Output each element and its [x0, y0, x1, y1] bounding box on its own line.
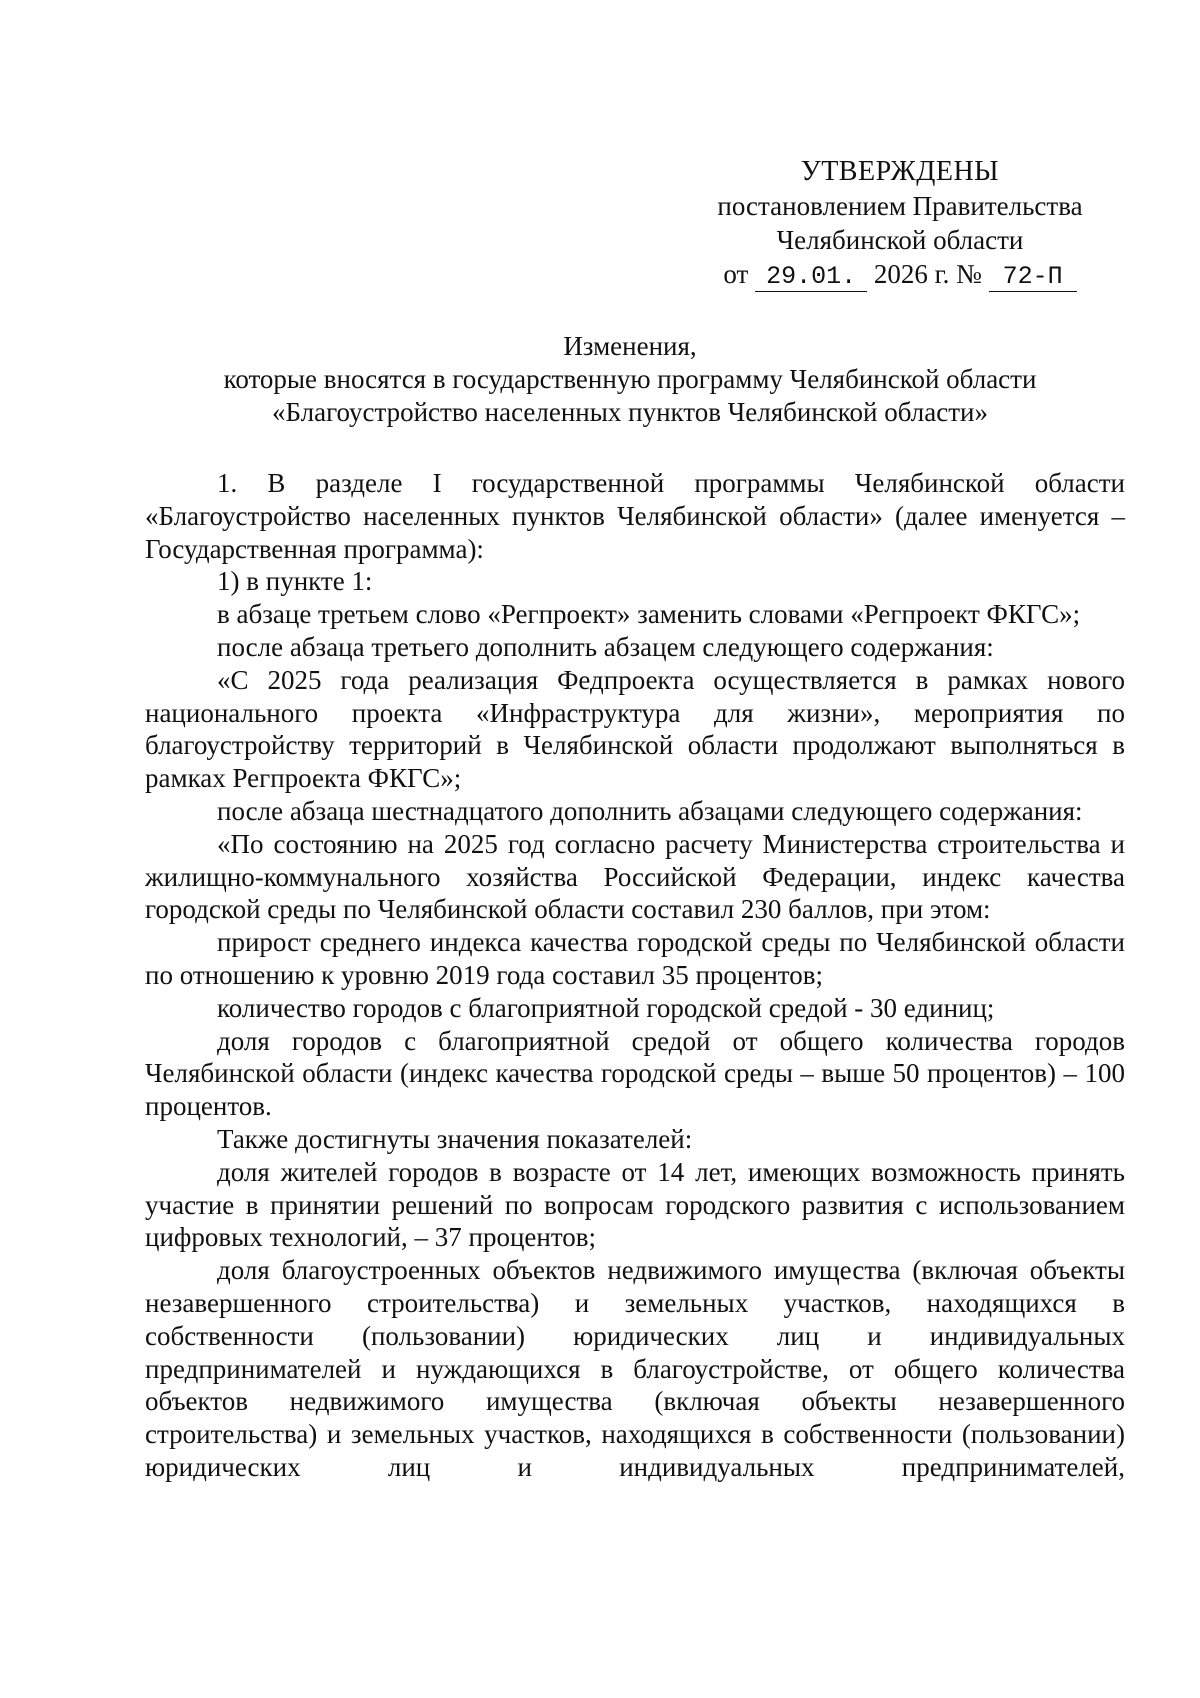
- paragraph-8: прирост среднего индекса качества городской среды по Челябинской области по отношению к уровню 2019 года составил 35 процентов;: [145, 927, 1125, 990]
- approval-line-2: Челябинской области: [776, 225, 1024, 255]
- paragraph-4: после абзаца третьего дополнить абзацем следующего содержания:: [217, 631, 994, 662]
- paragraph-1: 1. В разделе I государственной программы Челябинской области «Благоустройство населенных пунктов Челябинской области» (далее именуется – Государственная программа):: [145, 468, 1125, 564]
- year-number-label: 2026 г. №: [873, 259, 982, 289]
- approval-order-line: [700, 257, 1100, 292]
- paragraph-10: доля городов с благоприятной средой от общего количества городов Челябинской области (индекс качества городской среды – выше 50 процентов) – 100 процентов.: [145, 1025, 1125, 1122]
- paragraph-11: Также достигнуты значения показателей:: [217, 1123, 693, 1154]
- decree-number-field: 72-П: [989, 263, 1077, 292]
- approval-heading: УТВЕРЖДЕНЫ: [800, 156, 1000, 187]
- paragraph-7: «По состоянию на 2025 год согласно расчету Министерства строительства и жилищно-коммунального хозяйства Российской Федерации, индекс качества городской среды по Челябинской области составил 230 баллов, при этом:: [145, 828, 1125, 925]
- title-line-1: Изменения,: [563, 331, 697, 361]
- paragraph-12: доля жителей городов в возрасте от 14 лет, имеющих возможность принять участие в принятии решений по вопросам городского развития с использованием цифровых технологий, – 37 процентов;: [145, 1156, 1125, 1253]
- paragraph-3: в абзаце третьем слово «Регпроект» заменить словами «Регпроект ФКГС»;: [217, 599, 1081, 630]
- paragraph-5: «С 2025 года реализация Федпроекта осуществляется в рамках нового национального проекта «Инфраструктура для жизни», мероприятия по благоустройству территорий в Челябинской области продолжают выполняться в рамках Регпроекта ФКГС»;: [145, 664, 1125, 794]
- paragraph-6: после абзаца шестнадцатого дополнить абзацами следующего содержания:: [217, 795, 1083, 826]
- title-line-2: которые вносятся в государственную программу Челябинской области: [223, 364, 1037, 394]
- paragraph-13: доля благоустроенных объектов недвижимого имущества (включая объекты незавершенного строительства) и земельных участков, находящихся в собственности (пользовании) юридических лиц и индивидуальных предпринимателей и нуждающихся в благоустройстве, от общего количества объектов недвижимого имущества (включая объекты незавершенного строительства) и земельных участков, находящихся в собственности (пользовании) юридических лиц и индивидуальных предпринимателей,: [145, 1255, 1125, 1482]
- approval-block: [700, 155, 1100, 292]
- title-line-3: «Благоустройство населенных пунктов Челябинской области»: [272, 397, 988, 427]
- document-body: [145, 467, 1125, 1484]
- paragraph-2: 1) в пункте 1:: [217, 566, 373, 597]
- date-field: 29.01.: [755, 263, 867, 292]
- paragraph-9: количество городов с благоприятной городской средой - 30 единиц;: [217, 992, 995, 1023]
- approval-line-1: постановлением Правительства: [717, 191, 1083, 221]
- document-title: [140, 330, 1120, 429]
- date-prefix: от: [723, 259, 749, 289]
